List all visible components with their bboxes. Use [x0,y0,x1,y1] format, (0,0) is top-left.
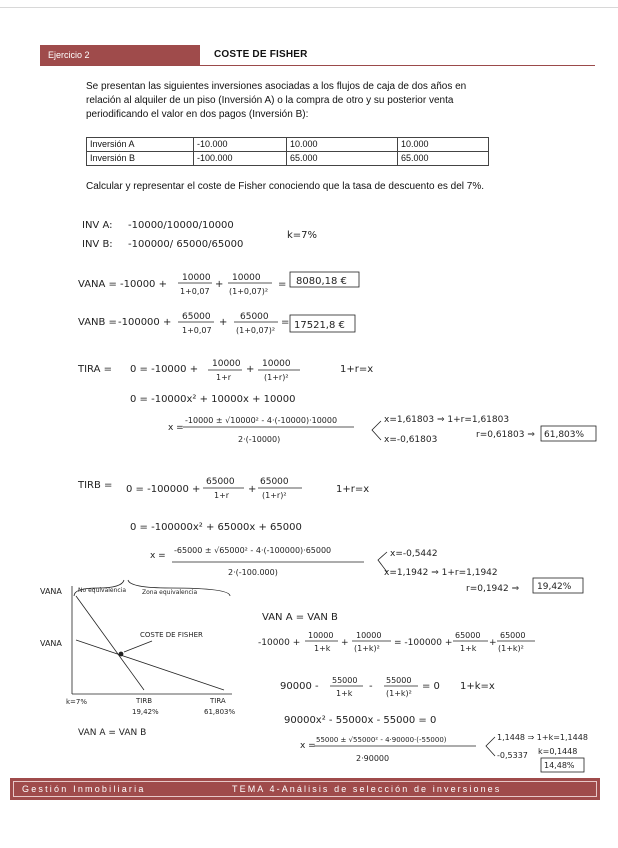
intro-paragraph: Se presentan las siguientes inversiones asociadas a los flujos de caja de dos años en relación al alquiler de un piso (Inversión A) o la compra de otro y su posterior venta periodificando el valor en dos pagos (Inversión B): [86,81,467,120]
graph-tirb-label: TIRB [136,697,153,705]
tira-rate: r=0,61803 ⇒ [476,430,535,440]
fisher-root1: 1,1448 ⇒ 1+k=1,1448 [497,733,588,742]
fisher-eq1-den4: (1+k)² [498,644,524,653]
fisher-substitution: 1+k=x [460,681,495,692]
tira-denominator: 2·(-10000) [238,435,281,444]
fisher-eq2-num2: 55000 [386,676,412,685]
tira-num1: 10000 [212,359,241,369]
graph-tira: 61,803% [204,708,236,716]
fisher-eq1-den3: 1+k [460,644,477,653]
tira-den2: (1+r)² [264,373,289,382]
exercise-title: COSTE DE FISHER [214,49,308,60]
table-cell: 65.000 [287,152,398,166]
fisher-k: k=0,1448 [538,747,578,756]
inv-b-flows: -100000/ 65000/65000 [128,239,244,250]
exercise-number: Ejercicio 2 [40,45,200,65]
table-cell: -100.000 [194,152,287,166]
vanb-result: 17521,8 € [294,320,345,331]
fisher-heading: VAN A = VAN B [262,612,338,623]
tirb-substitution: 1+r=x [336,484,370,495]
tira-lead: 0 = -10000 + [130,364,199,375]
svg-text:+: + [341,638,349,648]
table-cell: 10.000 [398,138,489,152]
tirb-label: TIRB = [78,480,113,491]
inv-a-label: INV A: [82,220,113,231]
graph-k: k=7% [66,698,88,706]
tira-numerator: -10000 ± √10000² - 4·(-10000)·10000 [185,416,338,425]
tirb-result: 19,42% [537,582,572,592]
vana-result: 8080,18 € [296,276,347,287]
vana-den1: 1+0,07 [180,287,210,296]
fisher-eq1-den1: 1+k [314,644,331,653]
tira-num2: 10000 [262,359,291,369]
graph-axis-vana-mid: VANA [40,639,62,648]
vanb-lead: -100000 + [118,317,172,328]
tira-substitution: 1+r=x [340,364,374,375]
table-cell: 10.000 [287,138,398,152]
svg-text:+: + [219,317,228,328]
tirb-root1: x=-0,5442 [390,549,438,559]
graph-fisher-label: COSTE DE FISHER [140,631,203,639]
vanb-den1: 1+0,07 [182,326,212,335]
tira-root1: x=1,61803 ⇒ 1+r=1,61803 [384,415,510,425]
fisher-eq1-num4: 65000 [500,631,526,640]
table-cell: Inversión A [87,138,194,152]
tira-x: x = [168,423,184,433]
tirb-den2: (1+r)² [262,491,287,500]
svg-text:=: = [281,317,290,328]
fisher-eq2-num1: 55000 [332,676,358,685]
vana-den2: (1+0,07)² [229,287,269,296]
fisher-result: 14,48% [544,761,575,770]
fisher-eq1-num2: 10000 [356,631,382,640]
fisher-eq1-num3: 65000 [455,631,481,640]
tirb-num2: 65000 [260,477,289,487]
fisher-eq1-num1: 10000 [308,631,334,640]
table-cell: Inversión B [87,152,194,166]
tirb-root2: x=1,1942 ⇒ 1+r=1,1942 [384,568,498,578]
graph-equivalence-zone: Zona equivalencia [142,589,198,596]
fisher-eq2-den2: (1+k)² [386,689,412,698]
vanb-num2: 65000 [240,312,269,322]
tira-label: TIRA = [78,364,112,375]
fisher-eq1-den2: (1+k)² [354,644,380,653]
fisher-eq1-mid: = -100000 + [394,638,453,648]
svg-text:=: = [278,279,287,290]
fisher-numerator: 55000 ± √55000² - 4·90000·(-55000) [316,736,447,744]
vana-num2: 10000 [232,273,261,283]
fisher-eq2-den1: 1+k [336,689,353,698]
svg-text:+: + [215,279,224,290]
fisher-root2: -0,5337 [497,751,528,760]
tira-den1: 1+r [216,373,232,382]
svg-text:+: + [248,484,257,495]
vana-num1: 10000 [182,273,211,283]
table-cell: -10.000 [194,138,287,152]
discount-rate: k=7% [287,230,318,241]
svg-text:+: + [246,364,255,375]
vanb-num1: 65000 [182,312,211,322]
tira-quadratic: 0 = -10000x² + 10000x + 10000 [130,394,296,405]
tirb-x: x = [150,551,166,561]
table-cell: 65.000 [398,152,489,166]
fisher-denominator: 2·90000 [356,754,390,763]
page-footer [10,778,600,800]
tirb-numerator: -65000 ± √65000² - 4·(-100000)·65000 [174,546,332,555]
vanb-label: VANB = [78,317,117,328]
graph-axis-vana-top: VANA [40,587,62,596]
fisher-x: x = [300,741,316,751]
vana-label: VANA = [78,279,117,290]
tira-root2: x=-0,61803 [384,435,438,445]
tirb-rate: r=0,1942 ⇒ [466,584,520,594]
fisher-eq2-tail: = 0 [422,681,440,692]
footer-left: Gestión Inmobiliaria [22,784,146,794]
tirb-denominator: 2·(-100.000) [228,568,278,577]
fisher-eq2-lead: 90000 - [280,681,319,692]
inv-a-flows: -10000/10000/10000 [128,220,234,231]
fisher-quadratic: 90000x² - 55000x - 55000 = 0 [284,715,437,726]
footer-right: TEMA 4-Análisis de selección de inversiones [232,784,502,794]
inv-b-label: INV B: [82,239,113,250]
graph-tirb: 19,42% [132,708,159,716]
tira-result: 61,803% [544,430,585,440]
svg-text:+: + [489,638,497,648]
graph-tira-label: TIRA [210,697,226,705]
graph-caption: VAN A = VAN B [78,728,147,738]
tirb-lead: 0 = -100000 + [126,484,201,495]
question-paragraph: Calcular y representar el coste de Fisher conociendo que la tasa de descuento es del 7%. [86,181,485,192]
fisher-eq1-lead: -10000 + [258,638,301,648]
svg-text:-: - [369,681,373,692]
tirb-quadratic: 0 = -100000x² + 65000x + 65000 [130,522,302,533]
graph-no-equivalence: No equivalencia [78,587,127,594]
tirb-den1: 1+r [214,491,230,500]
vana-lead: -10000 + [120,279,167,290]
tirb-num1: 65000 [206,477,235,487]
vanb-den2: (1+0,07)² [236,326,276,335]
